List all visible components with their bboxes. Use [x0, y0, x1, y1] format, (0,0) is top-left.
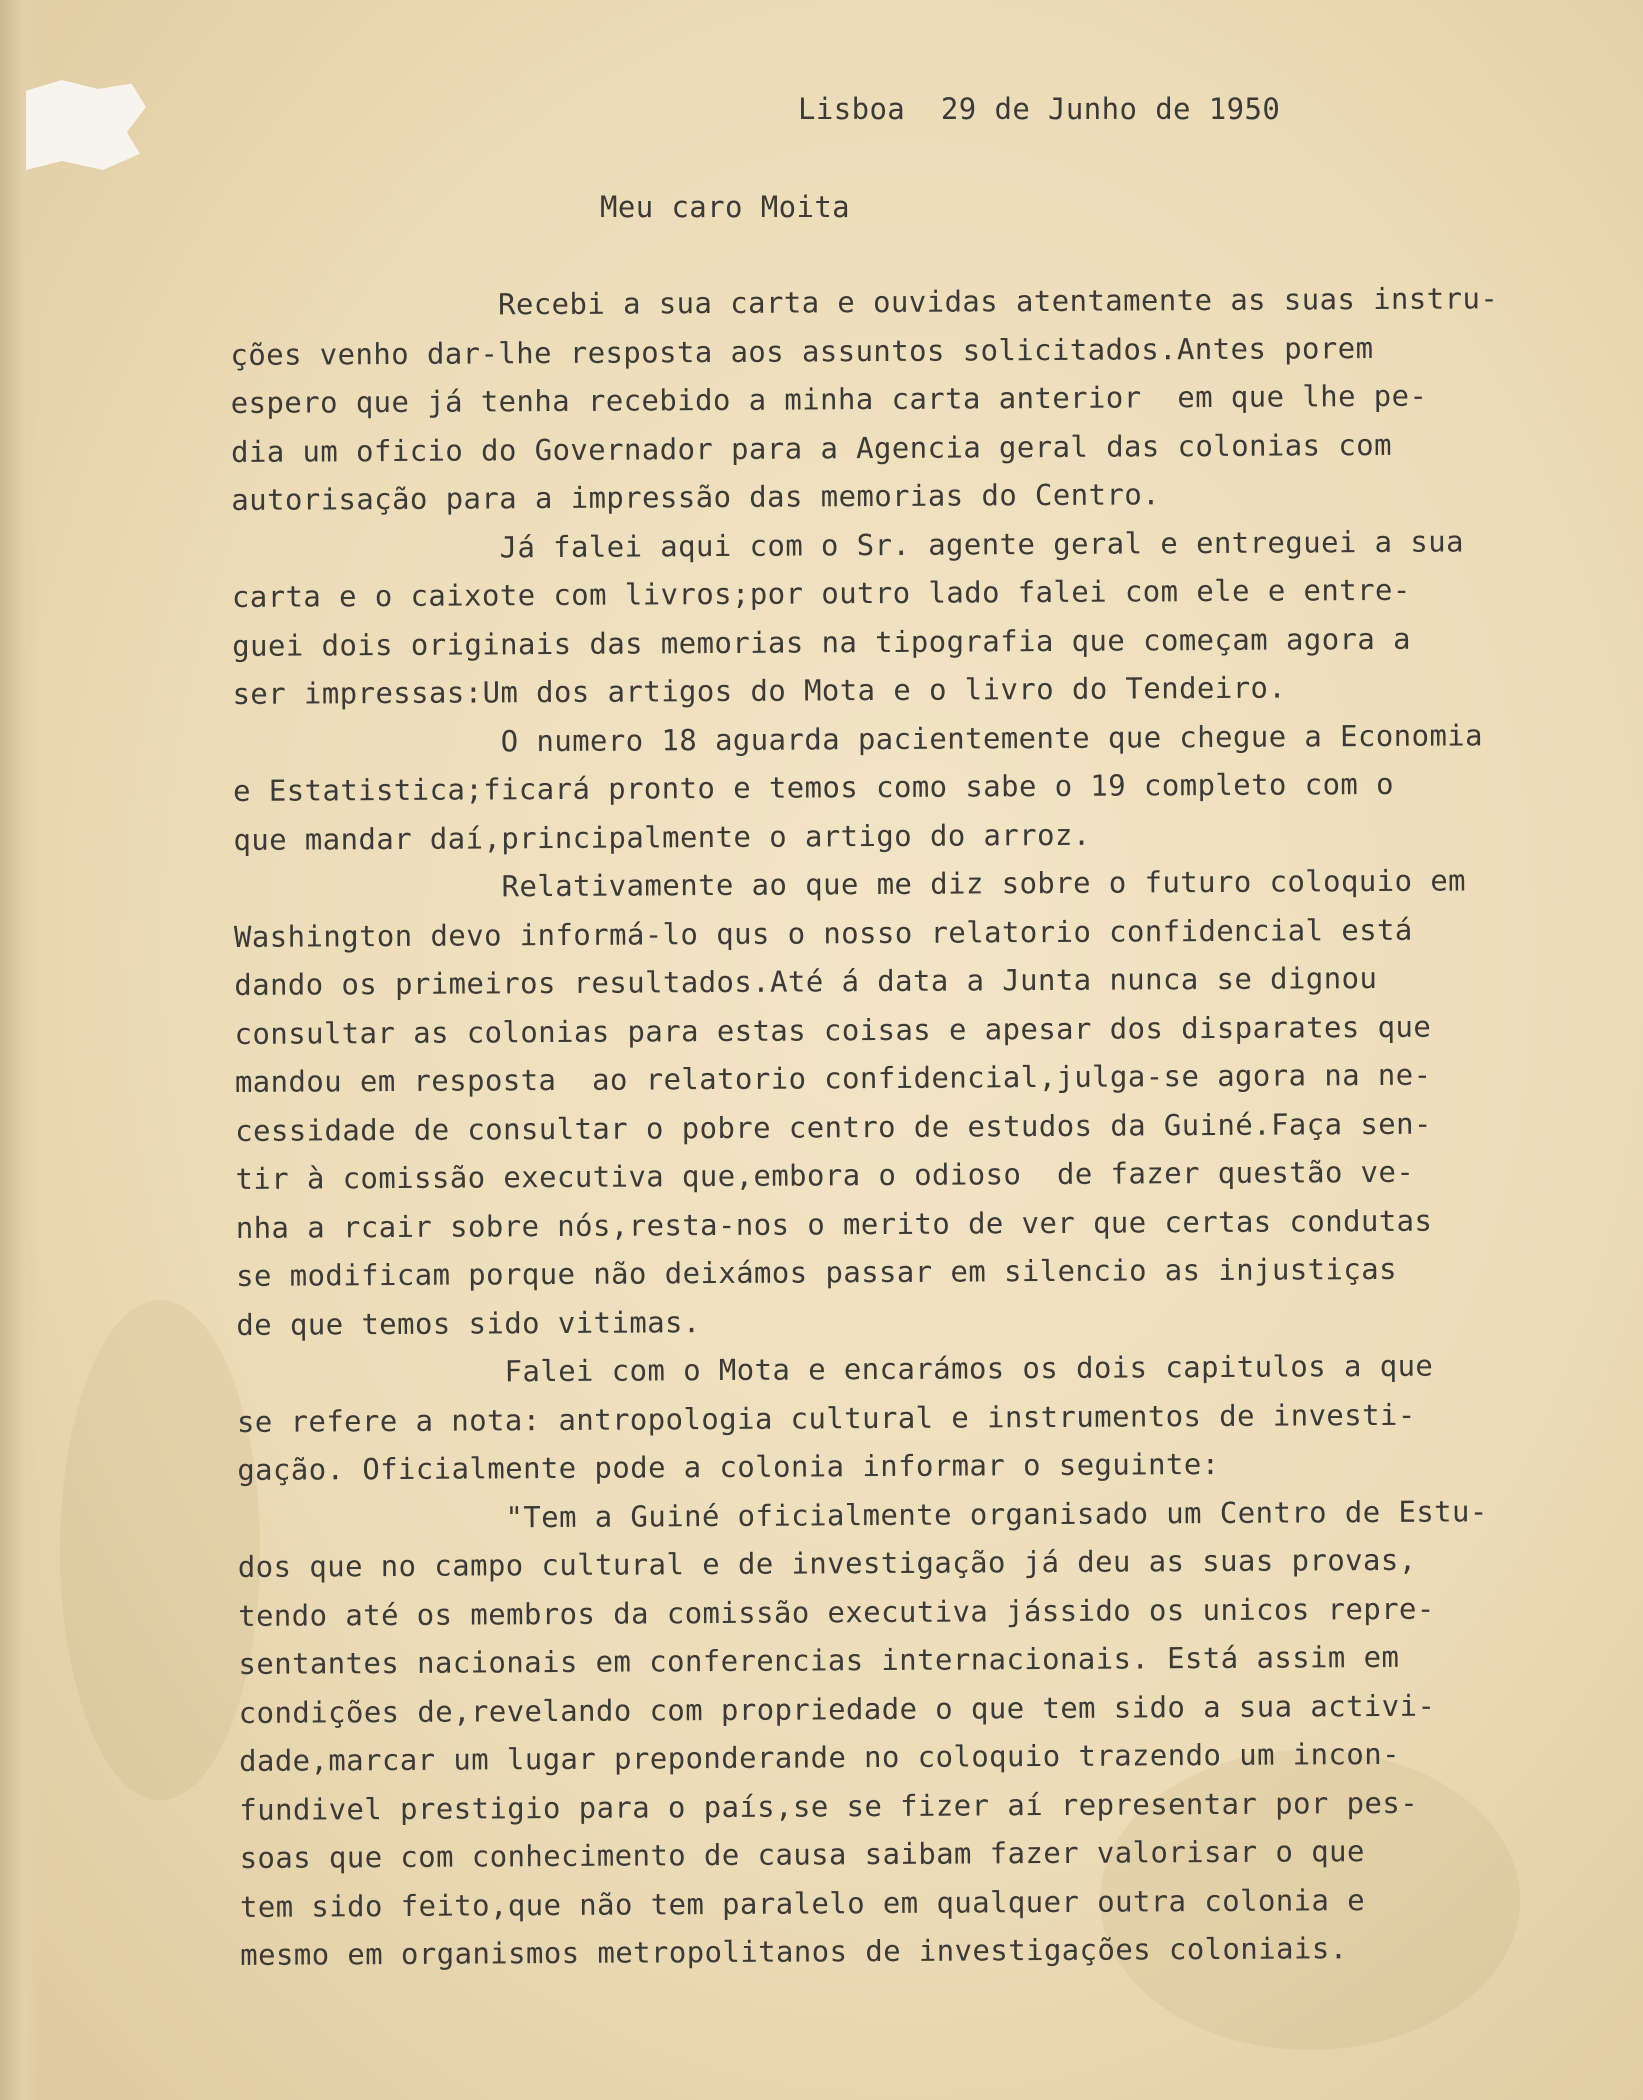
body-line: tir à comissão executiva que,embora o odioso de fazer questão ve- — [235, 1154, 1415, 1196]
body-line: dade,marcar um lugar preponderande no coloquio trazendo um incon- — [238, 1736, 1400, 1778]
body-line: Recebi a sua carta e ouvidas atentamente as suas instru- — [230, 281, 1499, 323]
body-line: autorisação para a impressão das memorias do Centro. — [231, 477, 1161, 517]
body-line: carta e o caixote com livros;por outro lado falei com ele e entre- — [231, 572, 1411, 614]
body-line: mesmo em organismos metropolitanos de investigações coloniais. — [240, 1931, 1348, 1972]
letter-greeting: Meu caro Moita — [600, 190, 851, 224]
body-line: gação. Oficialmente pode a colonia informar o seguinte: — [237, 1446, 1220, 1487]
body-line: condições de,revelando com propriedade o que tem sido a sua activi- — [238, 1688, 1436, 1730]
paper-tear — [26, 80, 146, 170]
body-line: dando os primeiros resultados.Até á data a Junta nunca se dignou — [234, 961, 1378, 1002]
body-line: se modificam porque não deixámos passar em silencio as injustiças — [235, 1251, 1398, 1293]
letter-body — [230, 274, 1570, 1980]
body-line: ções venho dar-lhe resposta aos assuntos solicitados.Antes porem — [230, 330, 1374, 372]
body-line: Relativamente ao que me diz sobre o futuro coloquio em — [233, 863, 1467, 905]
paper-stain — [60, 1300, 260, 1800]
body-line: dia um oficio do Governador para a Agencia geral das colonias com — [230, 427, 1392, 469]
body-line: tendo até os membros da comissão executiva jássido os unicos repre- — [238, 1591, 1435, 1633]
body-line: Washington devo informá-lo qus o nosso relatorio confidencial está — [233, 912, 1413, 954]
letter-dateline: Lisboa 29 de Junho de 1950 — [798, 92, 1281, 126]
body-line: consultar as colonias para estas coisas e apesar dos disparates que — [234, 1009, 1432, 1051]
body-line: nha a rcair sobre nós,resta-nos o merito de ver que certas condutas — [235, 1203, 1433, 1245]
body-line: e Estatistica;ficará pronto e temos como sabe o 19 completo com o — [233, 766, 1395, 808]
body-line: se refere a nota: antropologia cultural e instrumentos de investi- — [236, 1397, 1416, 1439]
body-line: tem sido feito,que não tem paralelo em qualquer outra colonia e — [239, 1882, 1366, 1924]
body-line: ser impressas:Um dos artigos do Mota e o livro do Tendeiro. — [232, 670, 1287, 711]
body-line: soas que com conhecimento de causa saibam fazer valorisar o que — [239, 1834, 1365, 1875]
body-line: "Tem a Guiné oficialmente organisado um Centro de Estu- — [237, 1493, 1488, 1536]
body-line: fundivel prestigio para o país,se se fizer aí representar por pes- — [239, 1785, 1419, 1827]
body-line: O numero 18 aguarda pacientemente que chegue a Economia — [232, 717, 1484, 760]
paper-edge-shadow — [0, 0, 40, 2100]
body-line: espero que já tenha recebido a minha carta anterior em que lhe pe- — [230, 378, 1428, 420]
body-line: mandou em resposta ao relatorio confidencial,julga-se agora na ne- — [234, 1057, 1432, 1099]
body-line: cessidade de consultar o pobre centro de estudos da Guiné.Faça sen- — [235, 1106, 1432, 1148]
body-line: que mandar daí,principalmente o artigo do arroz. — [233, 817, 1091, 857]
body-line: dos que no campo cultural e de investigação já deu as suas provas, — [237, 1542, 1417, 1584]
body-line: Já falei aqui com o Sr. agente geral e entreguei a sua — [231, 523, 1465, 566]
body-line: de que temos sido vitimas. — [236, 1304, 701, 1342]
body-line: guei dois originais das memorias na tipografia que começam agora a — [232, 621, 1412, 663]
body-line: sentantes nacionais em conferencias internacionais. Está assim em — [238, 1639, 1400, 1681]
body-line: Falei com o Mota e encarámos os dois capitulos a que — [236, 1348, 1434, 1390]
